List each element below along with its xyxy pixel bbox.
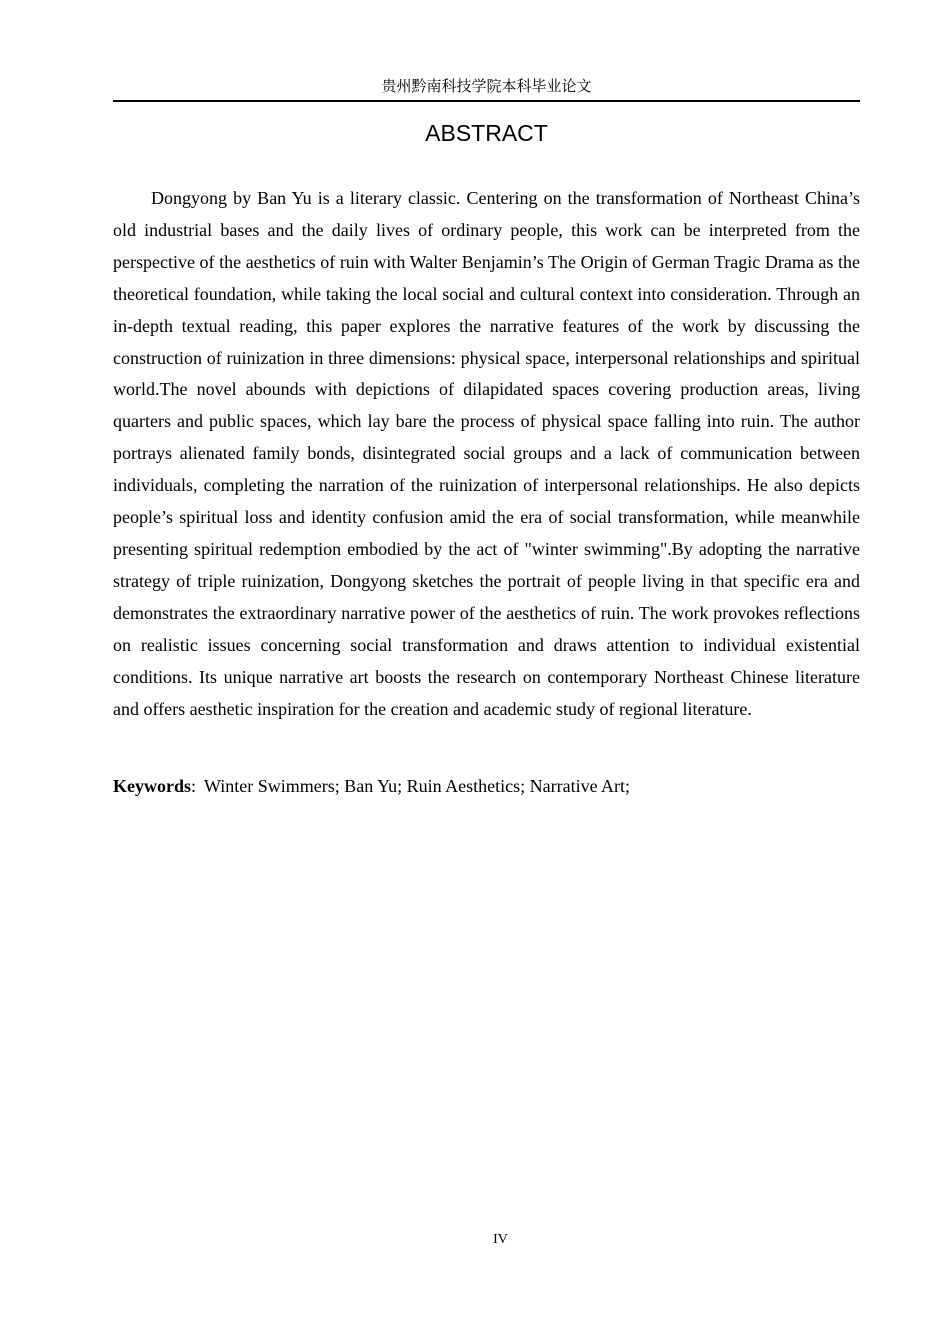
page-number: IV xyxy=(493,1232,508,1247)
keywords-values: Winter Swimmers; Ban Yu; Ruin Aesthetics; Narrative Art; xyxy=(204,776,631,796)
abstract-body: Dongyong by Ban Yu is a literary classic. Centering on the transformation of Northeast China’s old industrial bases and the daily lives of ordinary people, this work can be interpreted from the perspective of the aesthetics of ruin with Walter Benjamin’s The Origin of German Tragic Drama as the theoretical foundation, while taking the local social and cultural context into consideration. Through an in-depth textual reading, this paper explores the narrative features of the work by discussing the construction of ruinization in three dimensions: physical space, interpersonal relationships and spiritual world.The novel abounds with depictions of dilapidated spaces covering production areas, living quarters and public spaces, which lay bare the process of physical space falling into ruin. The author portrays alienated family bonds, disintegrated social groups and a lack of communication between individuals, completing the narration of the ruinization of interpersonal relationships. He also depicts people’s spiritual loss and identity confusion amid the era of social transformation, while meanwhile presenting spiritual redemption embodied by the act of "winter swimming".By adopting the narrative strategy of triple ruinization, Dongyong sketches the portrait of people living in that specific era and demonstrates the extraordinary narrative power of the aesthetics of ruin. The work provokes reflections on realistic issues concerning social transformation and draws attention to individual existential conditions. Its unique narrative art boosts the research on contemporary Northeast Chinese literature and offers aesthetic inspiration for the creation and academic study of regional literature. xyxy=(113,188,860,719)
header-rule xyxy=(113,100,860,102)
running-header: 贵州黔南科技学院本科毕业论文 xyxy=(381,77,592,95)
keywords-label: Keywords xyxy=(113,776,191,796)
abstract-title: ABSTRACT xyxy=(425,120,548,146)
keywords-separator: : xyxy=(191,776,197,796)
keywords-line xyxy=(113,771,860,801)
